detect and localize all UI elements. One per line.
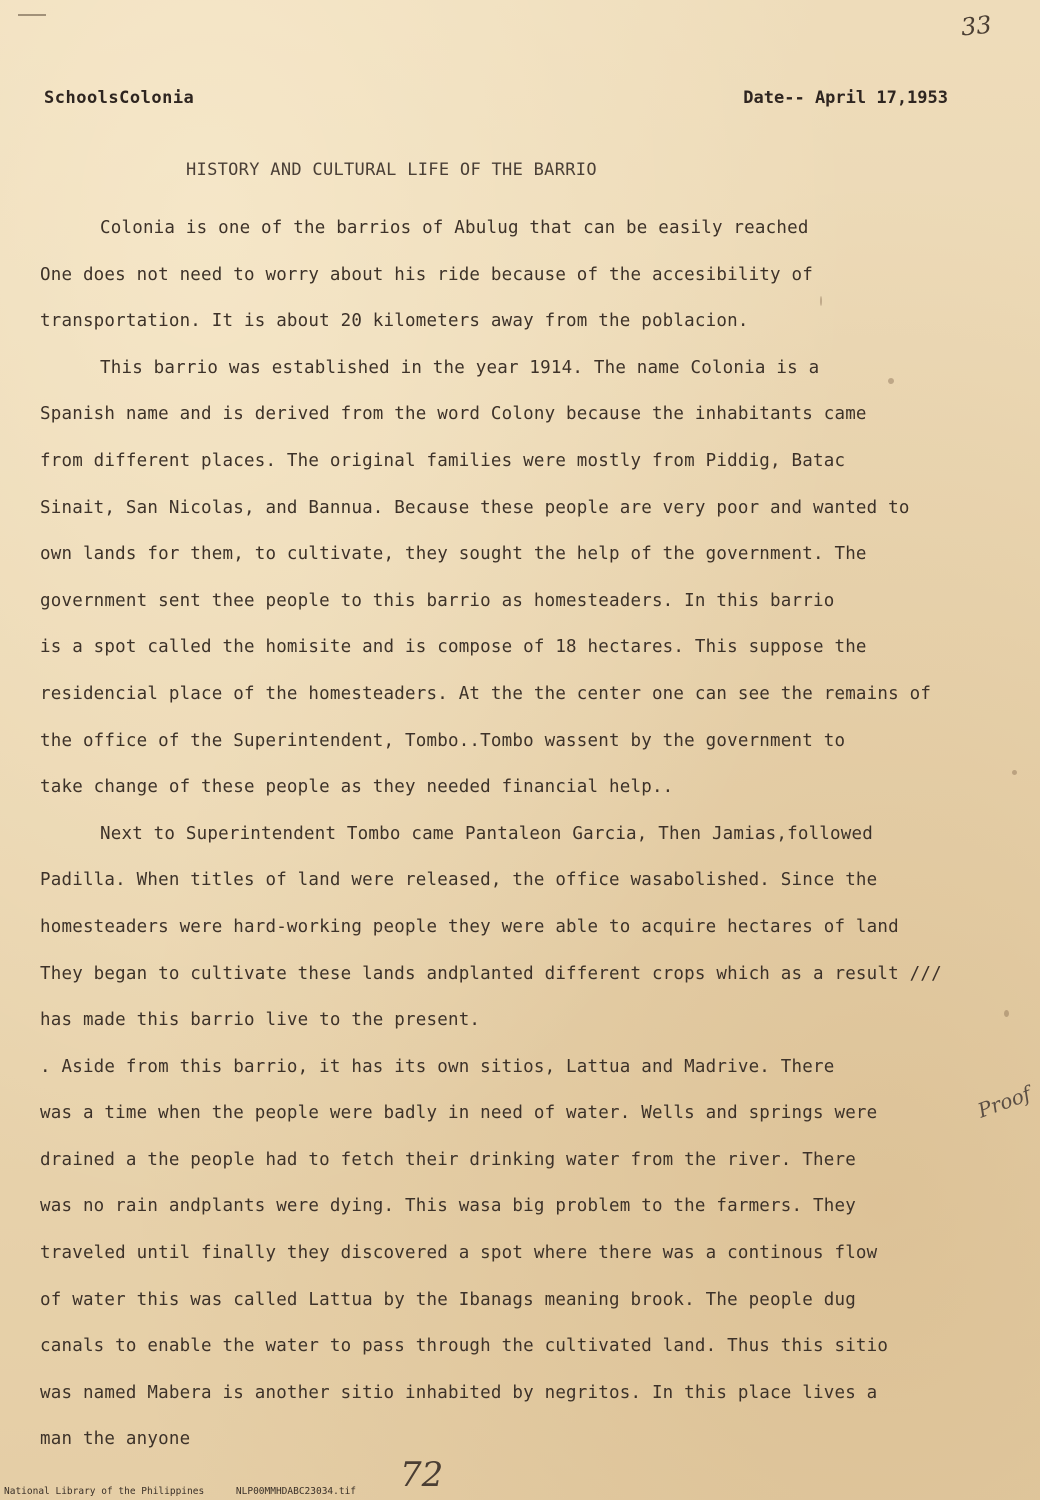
paper-speck xyxy=(820,296,822,306)
paper-speck xyxy=(1012,770,1017,775)
text-line: One does not need to worry about his ride because of the accesibility of xyxy=(40,264,813,285)
text-line: Sinait, San Nicolas, and Bannua. Because these people are very poor and wanted to xyxy=(40,497,910,518)
text-line: canals to enable the water to pass through the cultivated land. Thus this sitio xyxy=(40,1336,889,1357)
document-title: HISTORY AND CULTURAL LIFE OF THE BARRIO xyxy=(186,160,597,180)
text-line: has made this barrio live to the present. xyxy=(40,1010,481,1031)
text-line: This barrio was established in the year 1914. The name Colonia is a xyxy=(100,357,820,378)
text-line: Colonia is one of the barrios of Abulug that can be easily reached xyxy=(100,218,809,238)
handwritten-page-number: 72 xyxy=(400,1455,444,1495)
text-line: Spanish name and is derived from the word Colony because the inhabitants came xyxy=(40,404,867,425)
text-line: homesteaders were hard-working people they were able to acquire hectares of land xyxy=(40,916,899,937)
text-line: was a time when the people were badly in need of water. Wells and springs were xyxy=(40,1103,878,1124)
archive-footer xyxy=(4,1486,382,1497)
margin-annotation: Proof xyxy=(975,1081,1035,1123)
text-line: is a spot called the homisite and is compose of 18 hectares. This suppose the xyxy=(40,637,867,658)
text-line: was no rain andplants were dying. This wasa big problem to the farmers. They xyxy=(40,1196,856,1217)
paper-speck xyxy=(888,378,894,384)
library-name: National Library of the Philippines xyxy=(4,1486,205,1497)
text-line: government sent thee people to this barrio as homesteaders. In this barrio xyxy=(40,590,835,611)
text-line: from different places. The original families were mostly from Piddig, Batac xyxy=(40,450,846,471)
school-name: SchoolsColonia xyxy=(44,88,195,108)
text-line: traveled until finally they discovered a spot where there was a continous flow xyxy=(40,1243,878,1264)
text-line: . Aside from this barrio, it has its own sitios, Lattua and Madrive. There xyxy=(40,1056,835,1077)
page-mark: 33 xyxy=(960,10,994,42)
paper-speck xyxy=(1004,1010,1009,1017)
text-line: transportation. It is about 20 kilometers away from the poblacion. xyxy=(40,311,749,332)
text-line: the office of the Superintendent, Tombo..Tombo wassent by the government to xyxy=(40,730,846,751)
body-text xyxy=(40,205,1005,1463)
text-line: residencial place of the homesteaders. At the the center one can see the remains of xyxy=(40,683,932,704)
text-line: of water this was called Lattua by the Ibanags meaning brook. The people dug xyxy=(40,1289,856,1310)
document-date: Date-- April 17,1953 xyxy=(743,88,948,108)
text-line: Next to Superintendent Tombo came Pantaleon Garcia, Then Jamias,followed xyxy=(100,823,873,844)
corner-mark xyxy=(18,14,46,16)
file-identifier: NLP00MMHDABC23034.tif xyxy=(235,1486,357,1497)
text-line: They began to cultivate these lands andplanted different crops which as a result /// xyxy=(40,963,942,984)
text-line: man the anyone xyxy=(40,1429,191,1450)
text-line: take change of these people as they needed financial help.. xyxy=(40,777,674,798)
text-line: own lands for them, to cultivate, they sought the help of the government. The xyxy=(40,544,867,565)
text-line: Padilla. When titles of land were released, the office wasabolished. Since the xyxy=(40,870,878,891)
text-line: drained a the people had to fetch their drinking water from the river. There xyxy=(40,1149,856,1170)
text-line: was named Mabera is another sitio inhabited by negritos. In this place lives a xyxy=(40,1382,878,1403)
